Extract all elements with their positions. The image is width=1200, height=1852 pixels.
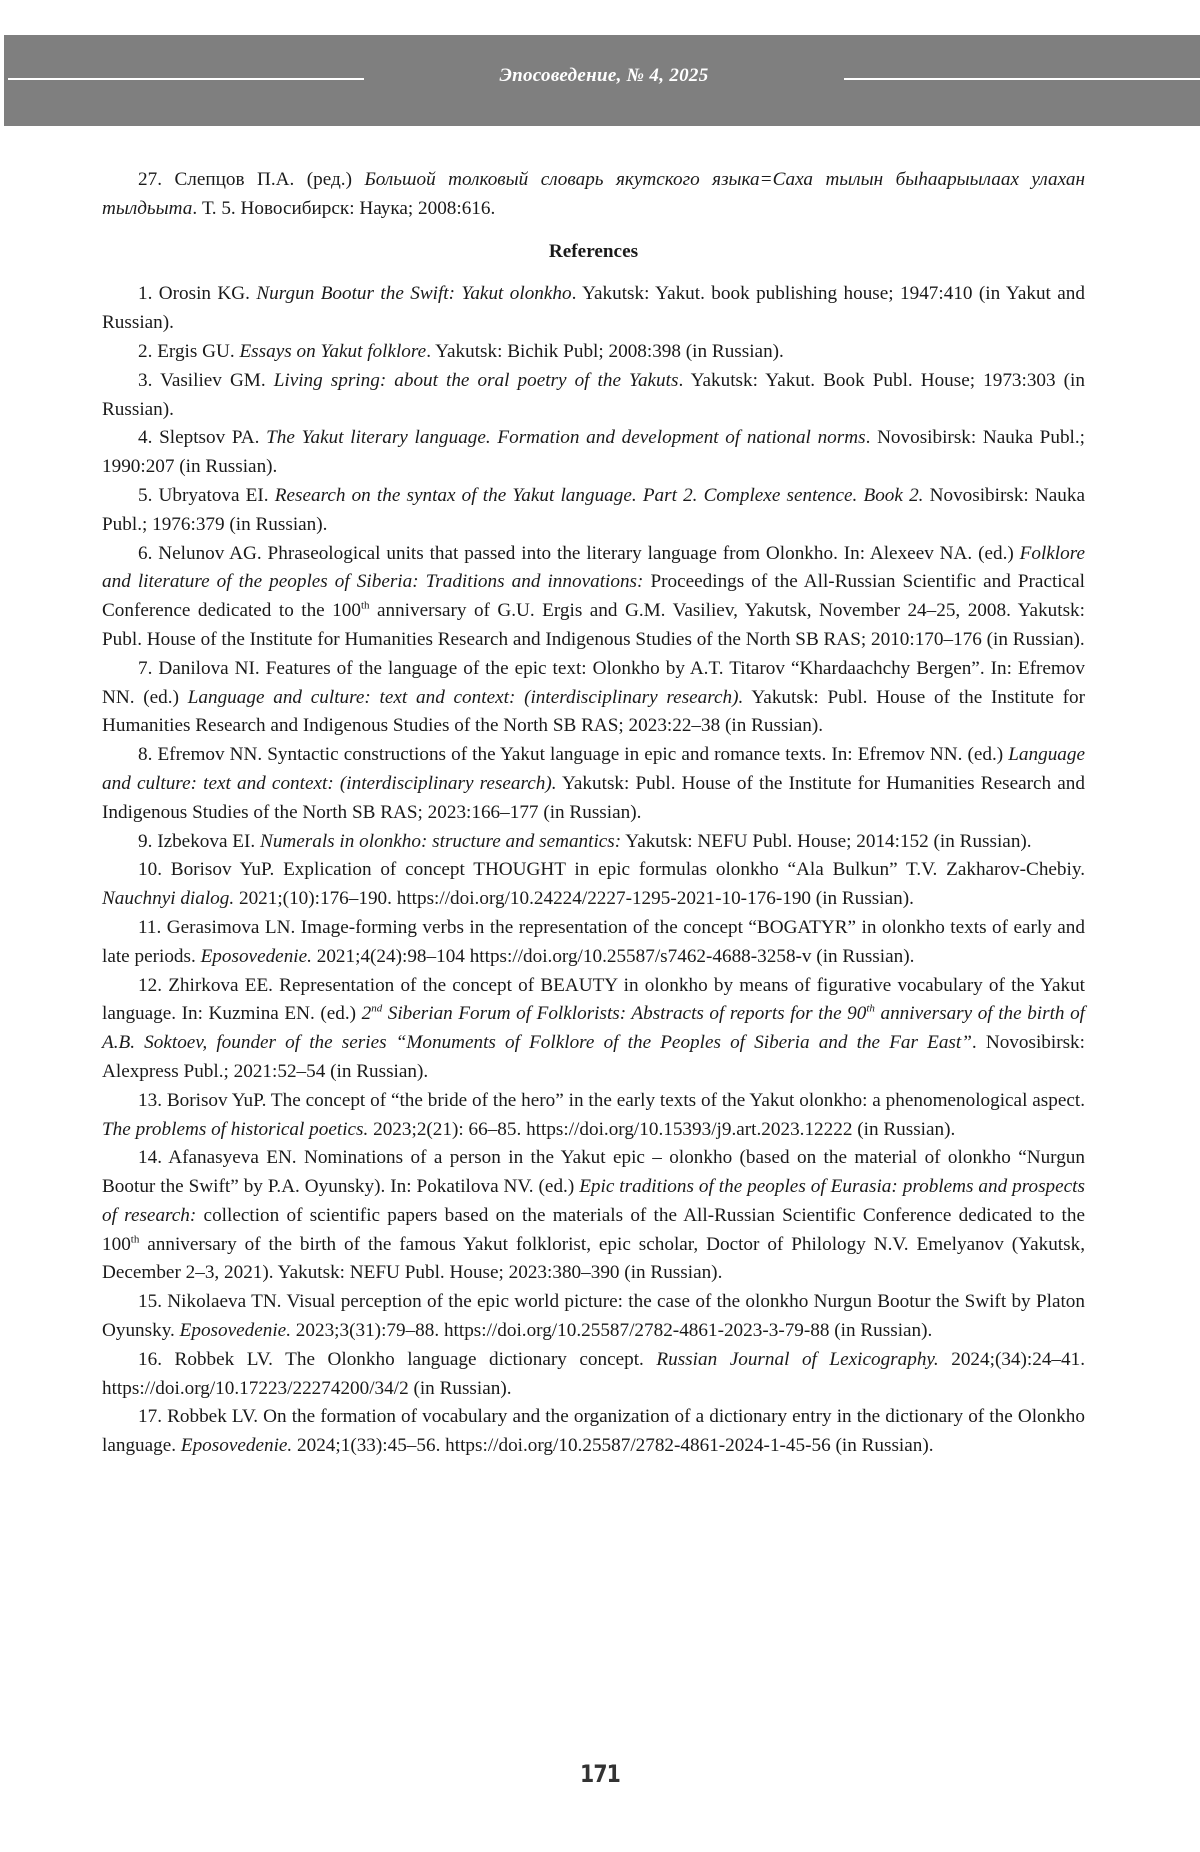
reference-entry: 10. Borisov YuP. Explication of concept THOUGHT in epic formulas olonkho “Ala Bulkun” T.V. Zakharov-Chebiy. Nauchnyi dialog. 2021;(10):176–190. https://doi.org/10.24224/2227-1295-2021-10-176-190 (in Russian). (102, 859, 1085, 910)
reference-entry: 17. Robbek LV. On the formation of vocabulary and the organization of a dictionary entry in the dictionary of the Olonkho language. Eposovedenie. 2024;1(33):45–56. https://doi.org/10.25587/2782-4861-2024-1-45-56 (in Russian). (102, 1406, 1085, 1457)
reference-entry: 5. Ubryatova EI. Research on the syntax of the Yakut language. Part 2. Complexe sentence. Book 2. Novosibirsk: Nauka Publ.; 1976:379 (in Russian). (102, 484, 1085, 535)
reference-entry: 14. Afanasyeva EN. Nominations of a person in the Yakut epic – olonkho (based on the material of olonkho “Nurgun Bootur the Swift” by P.A. Oyunsky). In: Pokatilova NV. (ed.) Epic traditions of the peoples of Eurasia: problems and prospects of research: collection of scientific papers based on the materials of the All-Russian Scientific Conference dedicated to the 100th anniversary of the birth of the famous Yakut folklorist, epic scholar, Doctor of Philology N.V. Emelyanov (Yakutsk, December 2–3, 2021). Yakutsk: NEFU Publ. House; 2023:380–390 (in Russian). (102, 1147, 1085, 1284)
reference-entry: 2. Ergis GU. Essays on Yakut folklore. Yakutsk: Bichik Publ; 2008:398 (in Russian). (138, 340, 784, 362)
journal-issue-title: Эпосоведение, № 4, 2025 (499, 65, 709, 86)
reference-entry: 11. Gerasimova LN. Image-forming verbs in the representation of the concept “BOGATYR” in olonkho texts of early and late periods. Eposovedenie. 2021;4(24):98–104 https://doi.org/10.25587/s7462-4688-3258-v (in Russian). (102, 916, 1085, 967)
reference-entry-27: 27. Слепцов П.А. (ред.) Большой толковый словарь якутского языка=Саха тылын быhаарыылаах улахан тылдьыта. Т. 5. Новосибирск: Наука; 2008:616. (102, 169, 1085, 219)
reference-entry: 9. Izbekova EI. Numerals in olonkho: structure and semantics: Yakutsk: NEFU Publ. House; 2014:152 (in Russian). (138, 830, 1032, 852)
reference-entry: 12. Zhirkova EE. Representation of the concept of BEAUTY in olonkho by means of figurative vocabulary of the Yakut language. In: Kuzmina EN. (ed.) 2nd Siberian Forum of Folklorists: Abstracts of reports for the 90th anniversary of the birth of A.B. Soktoev, founder of the series “Monuments of Folklore of the Peoples of Siberia and the Far East”. Novosibirsk: Alexpress Publ.; 2021:52–54 (in Russian). (102, 974, 1086, 1082)
reference-entry: 16. Robbek LV. The Olonkho language dictionary concept. Russian Journal of Lexicography. 2024;(34):24–41. https://doi.org/10.17223/22274200/34/2 (in Russian). (102, 1348, 1086, 1399)
reference-entry: 6. Nelunov AG. Phraseological units that passed into the literary language from Olonkho. In: Alexeev NA. (ed.) Folklore and literature of the peoples of Siberia: Traditions and innovations: Proceedings of the All-Russian Scientific and Practical Conference dedicated to the 100th anniversary of G.U. Ergis and G.M. Vasiliev, Yakutsk, November 24–25, 2008. Yakutsk: Publ. House of the Institute for Humanities Research and Indigenous Studies of the North SB RAS; 2010:170–176 (in Russian). (102, 542, 1085, 650)
page-number: 171 (579, 1760, 621, 1788)
reference-entry: 7. Danilova NI. Features of the language of the epic text: Olonkho by A.T. Titarov “Khardaachchy Bergen”. In: Efremov NN. (ed.) Language and culture: text and context: (interdisciplinary research). Yakutsk: Publ. House of the Institute for Humanities Research and Indigenous Studies of the North SB RAS; 2023:22–38 (in Russian). (102, 657, 1085, 737)
reference-entry: 1. Orosin KG. Nurgun Bootur the Swift: Yakut olonkho. Yakutsk: Yakut. book publishing house; 1947:410 (in Yakut and Russian). (102, 283, 1085, 334)
reference-entry: 8. Efremov NN. Syntactic constructions of the Yakut language in epic and romance texts. In: Efremov NN. (ed.) Language and culture: text and context: (interdisciplinary research). Yakutsk: Publ. House of the Institute for Humanities Research and Indigenous Studies of the North SB RAS; 2023:166–177 (in Russian). (102, 744, 1085, 823)
header-rule-right (844, 78, 1200, 80)
reference-entry: 13. Borisov YuP. The concept of “the bride of the hero” in the early texts of the Yakut olonkho: a phenomenological aspect. The problems of historical poetics. 2023;2(21): 66–85. https://doi.org/10.15393/j9.art.2023.12222 (in Russian). (102, 1089, 1085, 1140)
running-header (4, 35, 1200, 126)
reference-entry: 15. Nikolaeva TN. Visual perception of the epic world picture: the case of the olonkho Nurgun Bootur the Swift by Platon Oyunsky. Eposovedenie. 2023;3(31):79–88. https://doi.org/10.25587/2782-4861-2023-3-79-88 (in Russian). (102, 1291, 1085, 1342)
references-heading: References (548, 240, 639, 262)
header-rule-left (8, 78, 364, 80)
reference-entry: 4. Sleptsov PA. The Yakut literary language. Formation and development of national norms. Novosibirsk: Nauka Publ.; 1990:207 (in Russian). (102, 427, 1085, 478)
page-body (102, 166, 1085, 1461)
reference-entry: 3. Vasiliev GM. Living spring: about the oral poetry of the Yakuts. Yakutsk: Yakut. Book Publ. House; 1973:303 (in Russian). (102, 369, 1085, 420)
